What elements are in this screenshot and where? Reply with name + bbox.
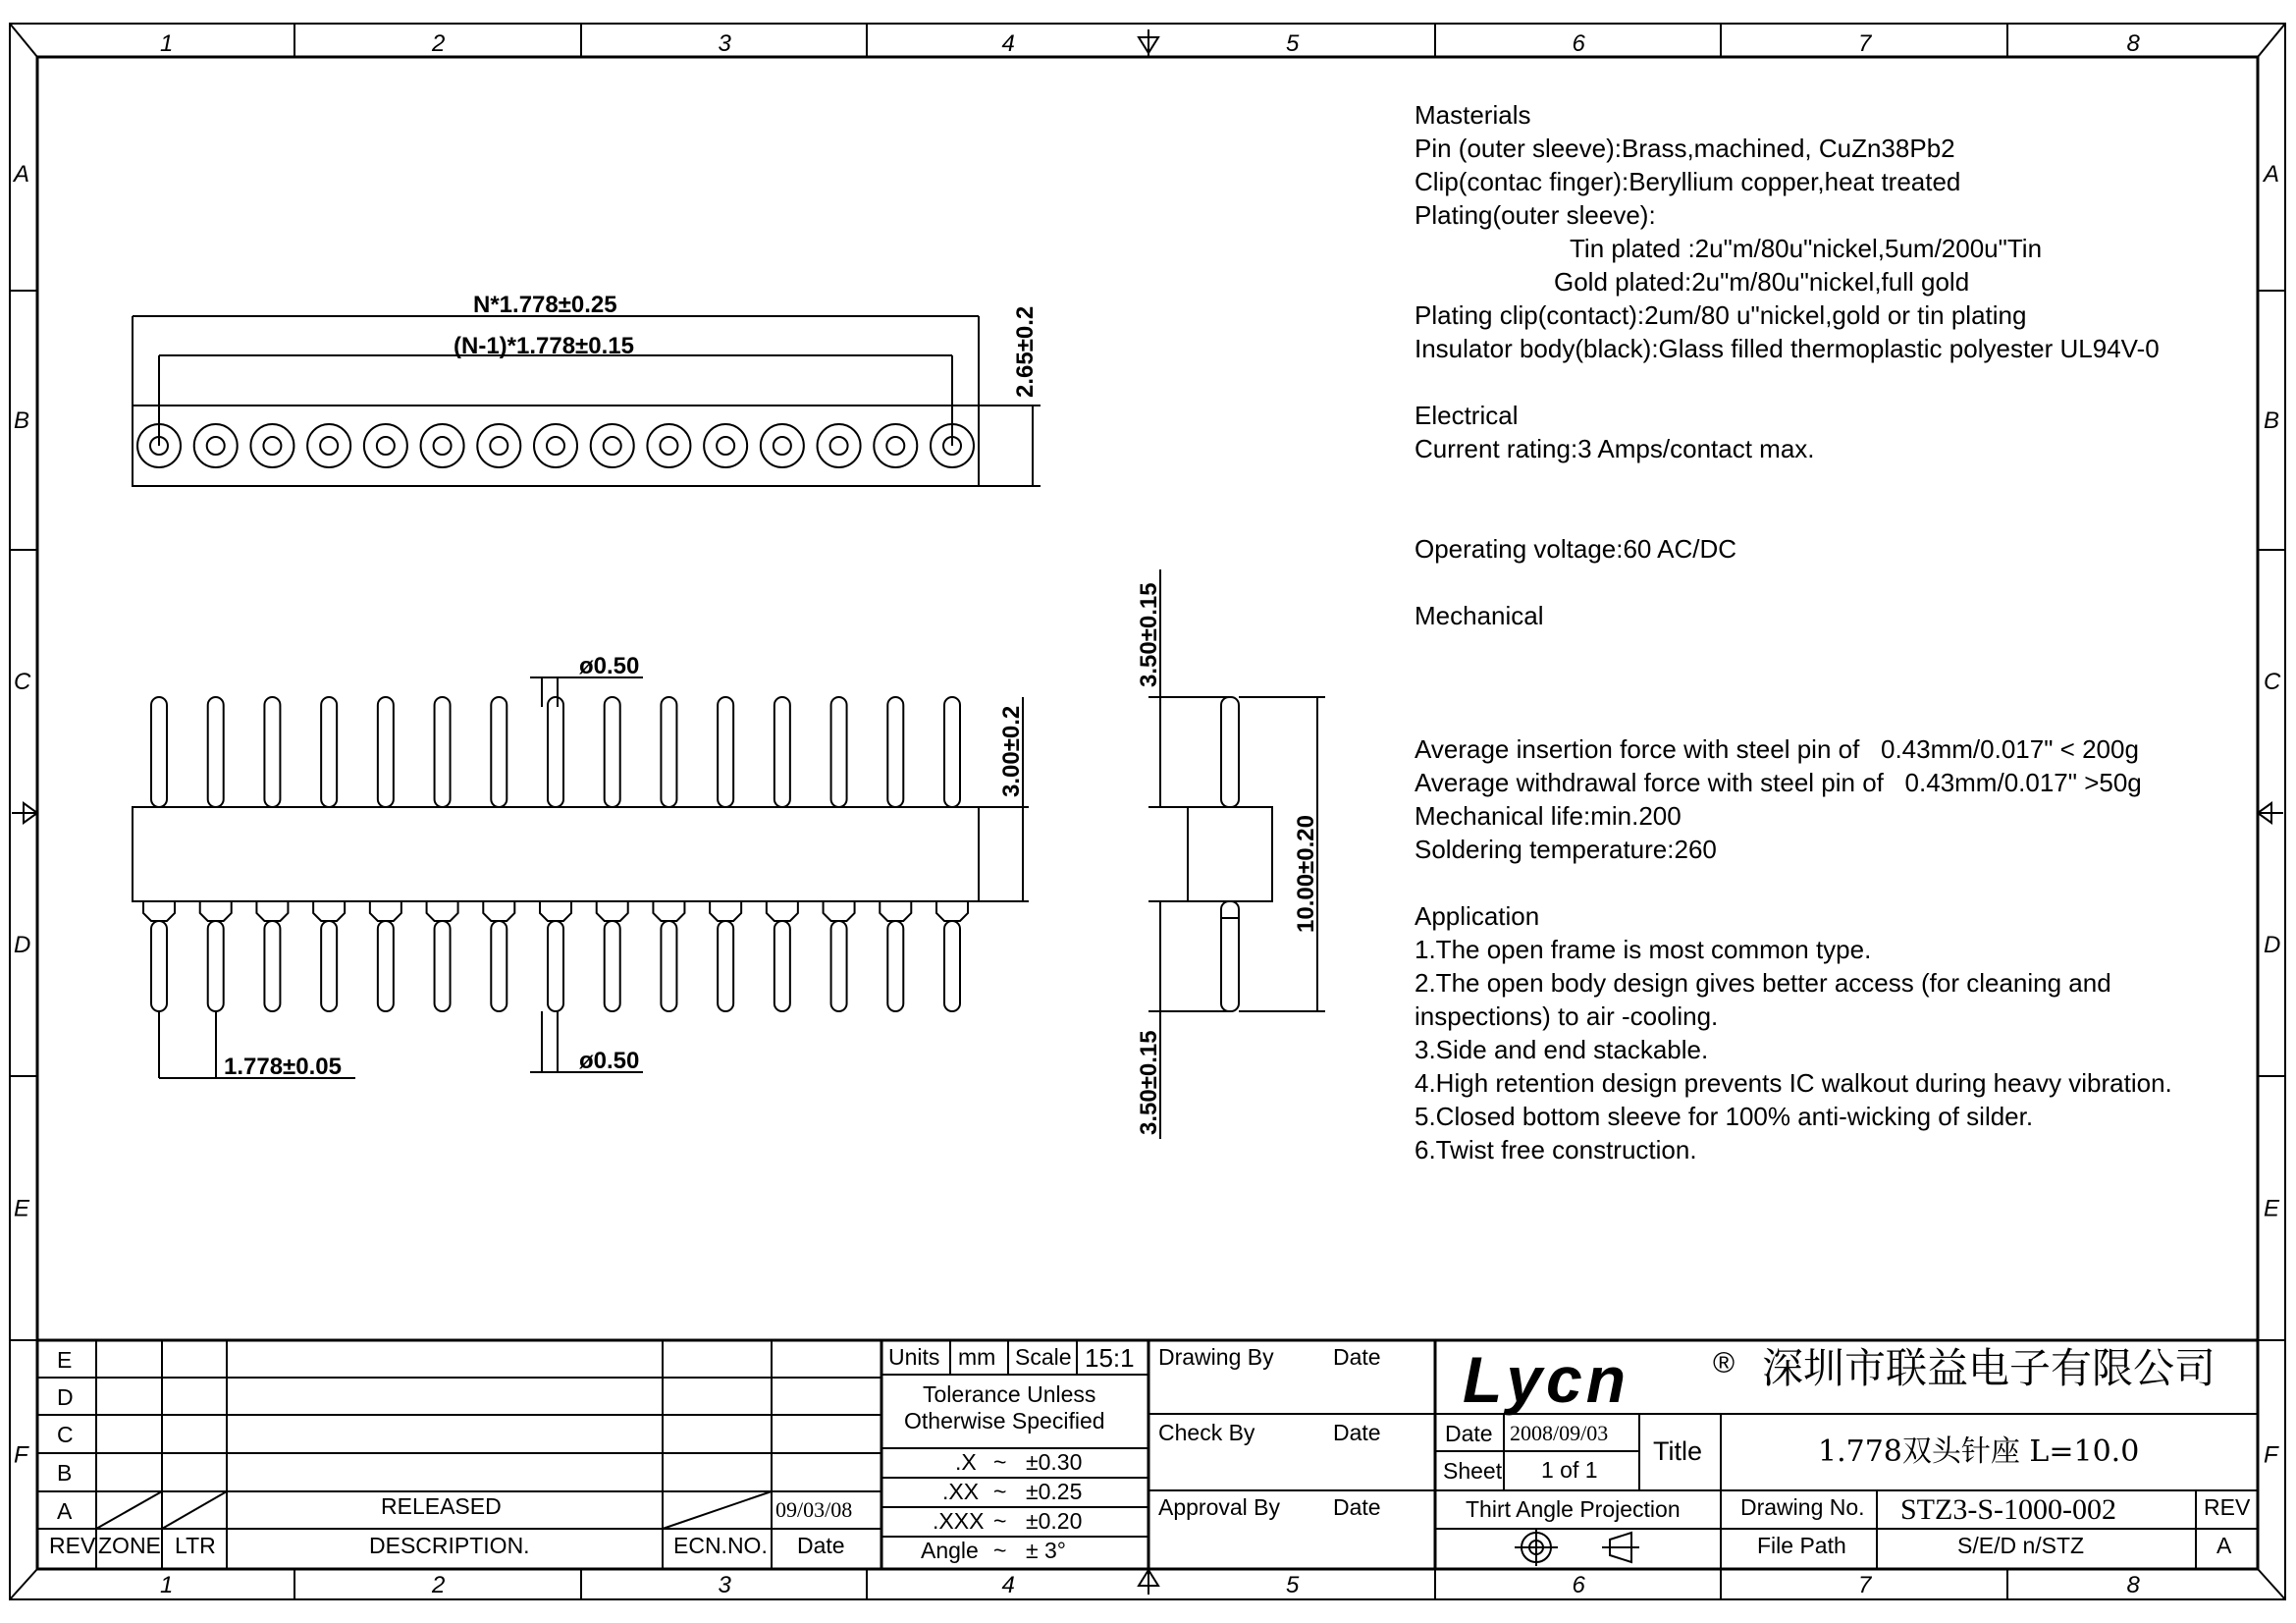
pin-upper [831, 697, 847, 807]
drawing-no-label: Drawing No. [1740, 1494, 1865, 1520]
hdr-zone: ZONE [98, 1533, 161, 1558]
spec-line: Plating(outer sleeve): [1415, 200, 1656, 230]
pin-lower [378, 921, 394, 1011]
drawing-by-date: Date [1333, 1344, 1381, 1370]
spec-line: Electrical [1415, 401, 1519, 430]
pin-shoulder [313, 901, 345, 921]
contact-outer [194, 424, 238, 467]
pin-upper [887, 697, 903, 807]
projection-label: Thirt Angle Projection [1466, 1496, 1681, 1522]
pin-lower [831, 921, 847, 1011]
column-label-top: 6 [1572, 30, 1585, 57]
spec-line [1415, 499, 2172, 532]
contact-inner [377, 437, 395, 455]
rev-released-date: 09/03/08 [775, 1497, 853, 1522]
row-label-left: C [14, 669, 31, 695]
specifications-notes [1415, 98, 2172, 1166]
units-label: Units [888, 1344, 940, 1370]
pin-shoulder [370, 901, 401, 921]
pin-shoulder [597, 901, 628, 921]
tolerance-value: ±0.25 [1026, 1479, 1083, 1504]
sheet-value: 1 of 1 [1541, 1457, 1598, 1483]
pin-shoulder [200, 901, 232, 921]
contact-outer [647, 424, 690, 467]
row-label-left: B [14, 407, 30, 434]
tolerance-tilde: ~ [993, 1479, 1007, 1504]
pin-upper [548, 697, 563, 807]
pin-lower [435, 921, 451, 1011]
pin-upper [491, 697, 507, 807]
rev-letter: E [57, 1347, 73, 1373]
tolerance-key: .XXX [933, 1508, 985, 1534]
front-view [133, 677, 1029, 1078]
column-label-bottom: 3 [718, 1572, 731, 1598]
spec-line: Current rating:3 Amps/contact max. [1415, 434, 1815, 463]
tolerance-tilde: ~ [993, 1538, 1007, 1563]
contact-outer [704, 424, 747, 467]
hdr-desc: DESCRIPTION. [369, 1533, 530, 1558]
pin-lower [208, 921, 224, 1011]
pin-shoulder [143, 901, 175, 921]
spec-line: Application [1415, 901, 1540, 931]
contact-inner [774, 437, 791, 455]
contact-outer [421, 424, 464, 467]
row-label-right: B [2264, 407, 2280, 434]
hdr-date: Date [797, 1533, 845, 1558]
spec-line: Masterials [1415, 100, 1531, 130]
pin-shoulder [427, 901, 458, 921]
hdr-rev: REV [49, 1533, 96, 1558]
spec-line [1415, 866, 2172, 899]
column-label-bottom: 8 [2126, 1572, 2140, 1598]
row-label-left: A [14, 161, 30, 188]
spec-line [1415, 365, 2172, 399]
tolerance-tilde: ~ [993, 1508, 1007, 1534]
spec-line: Average insertion force with steel pin of 0.43mm/0.017" < 200g [1415, 734, 2139, 764]
dim-lower-pin: 3.50±0.15 [1136, 1030, 1162, 1135]
scale-value: 15:1 [1085, 1343, 1135, 1373]
pin-upper [208, 697, 224, 807]
spec-line: 6.Twist free construction. [1415, 1135, 1697, 1164]
rev-letter: D [57, 1384, 74, 1410]
contact-outer [818, 424, 861, 467]
contact-outer [477, 424, 520, 467]
pin-upper [944, 697, 960, 807]
spec-line [1415, 699, 2172, 732]
column-label-top: 2 [432, 30, 446, 57]
pin-lower [887, 921, 903, 1011]
spec-line: Mechanical life:min.200 [1415, 801, 1682, 831]
pin-upper [774, 697, 790, 807]
check-by-label: Check By [1158, 1420, 1255, 1445]
pin-shoulder [710, 901, 741, 921]
pin-lower [151, 921, 167, 1011]
pin-shoulder [256, 901, 288, 921]
column-label-top: 5 [1286, 30, 1300, 57]
pin-lower [944, 921, 960, 1011]
spec-line: 2.The open body design gives better access (for cleaning and [1415, 968, 2111, 998]
contact-inner [660, 437, 677, 455]
row-label-right: C [2264, 669, 2281, 695]
contact-outer [591, 424, 634, 467]
rev-label: REV [2204, 1494, 2251, 1520]
pin-upper [435, 697, 451, 807]
pin-shoulder [824, 901, 855, 921]
company-logo: Lycn [1463, 1343, 1630, 1416]
column-label-top: 1 [160, 30, 174, 57]
spec-line: Mechanical [1415, 601, 1544, 630]
column-label-bottom: 1 [160, 1572, 174, 1598]
dim-height-top: 2.65±0.2 [1012, 305, 1039, 398]
tolerance-note-2: Otherwise Specified [904, 1408, 1105, 1434]
title-label: Title [1653, 1436, 1703, 1466]
pin-shoulder [936, 901, 968, 921]
pin-upper [718, 697, 733, 807]
spec-line: Insulator body(black):Glass filled thermoplastic polyester UL94V-0 [1415, 334, 2160, 363]
tolerance-key: Angle [921, 1538, 979, 1563]
dim-total-length: 10.00±0.20 [1293, 815, 1319, 933]
rev-letter: B [57, 1460, 73, 1486]
pin-upper [661, 697, 676, 807]
tolerance-note-1: Tolerance Unless [923, 1381, 1096, 1407]
contact-inner [490, 437, 507, 455]
tolerance-value: ±0.20 [1026, 1508, 1083, 1534]
pin-lower [718, 921, 733, 1011]
pin-upper [321, 697, 337, 807]
units-value: mm [958, 1344, 996, 1370]
check-by-date: Date [1333, 1420, 1381, 1445]
hdr-ecn: ECN.NO. [673, 1533, 768, 1558]
dim-pin-dia-bottom: ø0.50 [579, 1048, 640, 1074]
contact-inner [830, 437, 848, 455]
contact-outer [250, 424, 294, 467]
dim-upper-pin: 3.50±0.15 [1136, 582, 1162, 687]
column-label-bottom: 4 [1001, 1572, 1015, 1598]
row-label-left: E [14, 1195, 30, 1222]
column-label-top: 4 [1001, 30, 1015, 57]
row-label-left: D [14, 932, 31, 958]
dim-body-height: 3.00±0.2 [998, 705, 1025, 797]
spec-line: 4.High retention design prevents IC walkout during heavy vibration. [1415, 1068, 2172, 1098]
dim-n1-pitch: (N-1)*1.778±0.15 [454, 333, 634, 359]
contact-inner [263, 437, 281, 455]
contact-outer [307, 424, 350, 467]
contact-inner [434, 437, 452, 455]
dim-pin-dia-top: ø0.50 [579, 653, 640, 679]
registered-mark: ® [1713, 1347, 1735, 1380]
approval-by-label: Approval By [1158, 1494, 1281, 1520]
tolerance-tilde: ~ [993, 1449, 1007, 1475]
column-label-bottom: 2 [432, 1572, 446, 1598]
spec-line: 3.Side and end stackable. [1415, 1035, 1709, 1064]
dim-n-pitch: N*1.778±0.25 [473, 292, 617, 318]
dim-pitch: 1.778±0.05 [224, 1054, 342, 1080]
drawing-title: 1.778双头针座 L=10.0 [1818, 1434, 2140, 1469]
pin-shoulder [483, 901, 514, 921]
spec-line: Average withdrawal force with steel pin of 0.43mm/0.017" >50g [1415, 768, 2142, 797]
pin-lower [264, 921, 280, 1011]
pin-upper [151, 697, 167, 807]
contact-outer [874, 424, 917, 467]
pin-lower [491, 921, 507, 1011]
row-label-right: D [2264, 932, 2281, 958]
rev-released: RELEASED [381, 1493, 502, 1519]
scale-label: Scale [1015, 1344, 1072, 1370]
pin-shoulder [653, 901, 684, 921]
pin-upper [605, 697, 620, 807]
column-label-bottom: 7 [1858, 1572, 1872, 1598]
sheet-label: Sheet [1443, 1458, 1503, 1484]
pin-upper [264, 697, 280, 807]
spec-line [1415, 632, 2172, 666]
contact-outer [364, 424, 407, 467]
contact-inner [604, 437, 621, 455]
spec-line: inspections) to air -cooling. [1415, 1001, 1719, 1031]
file-path-label: File Path [1757, 1533, 1846, 1558]
contact-inner [207, 437, 225, 455]
pin-shoulder [540, 901, 571, 921]
spec-line [1415, 666, 2172, 699]
rev-letter: A [57, 1498, 73, 1524]
spec-line: Pin (outer sleeve):Brass,machined, CuZn38Pb2 [1415, 134, 1955, 163]
pin-lower [605, 921, 620, 1011]
row-label-left: F [14, 1441, 28, 1469]
column-label-top: 7 [1858, 30, 1872, 57]
rev-value: A [2216, 1533, 2232, 1558]
spec-line: Gold plated:2u"m/80u"nickel,full gold [1554, 267, 1970, 297]
contact-outer [534, 424, 577, 467]
pin-shoulder [767, 901, 798, 921]
tolerance-value: ±0.30 [1026, 1449, 1083, 1475]
spec-line: Operating voltage:60 AC/DC [1415, 534, 1737, 564]
pin-lower [661, 921, 676, 1011]
contact-inner [886, 437, 904, 455]
pin-lower [548, 921, 563, 1011]
row-label-right: A [2264, 161, 2280, 188]
date-label: Date [1445, 1421, 1493, 1446]
spec-line: Soldering temperature:260 [1415, 835, 1717, 864]
spec-line [1415, 465, 2172, 499]
drawing-no-value: STZ3-S-1000-002 [1900, 1493, 2116, 1526]
approval-by-date: Date [1333, 1494, 1381, 1520]
spec-line: 1.The open frame is most common type. [1415, 935, 1872, 964]
drawing-by-label: Drawing By [1158, 1344, 1274, 1370]
row-label-right: E [2264, 1195, 2280, 1222]
column-label-top: 3 [718, 30, 731, 57]
pin-lower [774, 921, 790, 1011]
contact-outer [761, 424, 804, 467]
company-name: 深圳市联益电子有限公司 [1762, 1344, 2216, 1392]
contact-inner [547, 437, 564, 455]
tolerance-value: ± 3° [1026, 1538, 1067, 1563]
date-value: 2008/09/03 [1510, 1421, 1609, 1445]
file-path-value: S/E/D n/STZ [1957, 1533, 2085, 1558]
spec-line: 5.Closed bottom sleeve for 100% anti-wicking of silder. [1415, 1102, 2034, 1131]
column-label-bottom: 5 [1286, 1572, 1300, 1598]
hdr-ltr: LTR [175, 1533, 216, 1558]
contact-inner [717, 437, 734, 455]
column-label-bottom: 6 [1572, 1572, 1585, 1598]
spec-line: Tin plated :2u"m/80u"nickel,5um/200u"Tin [1570, 234, 2043, 263]
pin-upper [378, 697, 394, 807]
rev-letter: C [57, 1422, 74, 1447]
spec-line: Clip(contac finger):Beryllium copper,heat treated [1415, 167, 1961, 196]
tolerance-key: .XX [942, 1479, 980, 1504]
tolerance-key: .X [955, 1449, 977, 1475]
spec-line [1415, 566, 2172, 599]
pin-shoulder [880, 901, 911, 921]
row-label-right: F [2264, 1441, 2278, 1469]
column-label-top: 8 [2126, 30, 2140, 57]
pin-lower [321, 921, 337, 1011]
spec-line: Plating clip(contact):2um/80 u"nickel,gold or tin plating [1415, 300, 2027, 330]
contact-inner [320, 437, 338, 455]
projection-symbol-icon [1515, 1529, 1639, 1566]
